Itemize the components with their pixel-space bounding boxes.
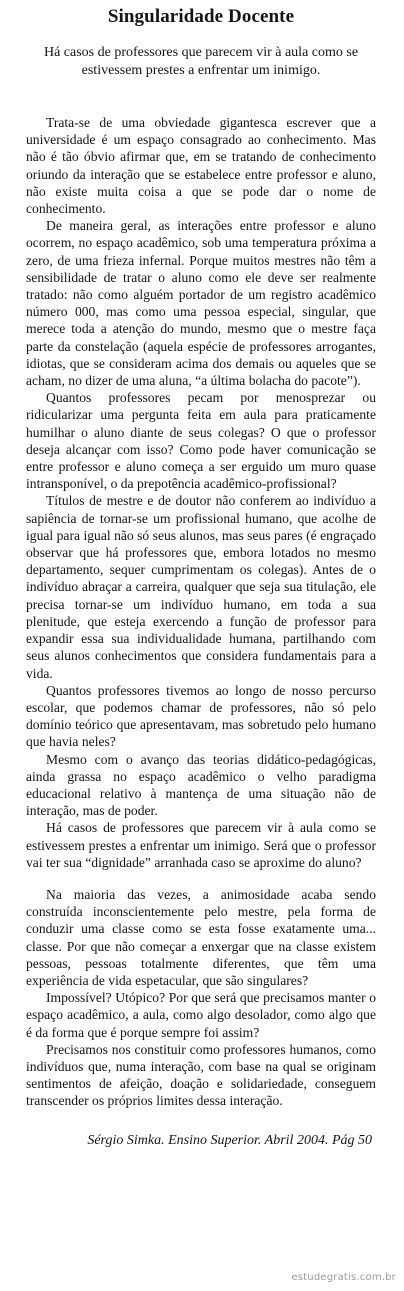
paragraph: Mesmo com o avanço das teorias didático-pedagógicas, ainda grassa no espaço acadêmico o velho paradigma educacional relativo à mantença de uma situação não de interação, mas de poder. [26, 751, 376, 819]
paragraph: Trata-se de uma obviedade gigantesca escrever que a universidade é um espaço consagrado ao conhecimento. Mas não é tão óbvio afirmar que, em se tratando de conhecimento oriundo da interação que se estabelece entre professor e aluno, não existe muita coisa a que se pode dar o nome de conhecimento. [26, 115, 376, 217]
paragraph: Precisamos nos constituir como professores humanos, como indivíduos que, numa interação, com base na qual se originam sentimentos de afeição, doação e solidariedade, conseguem transcender os próprios limites dessa interação. [26, 1041, 376, 1109]
site-watermark: estudegratis.com.br [291, 1272, 396, 1283]
paragraph: De maneira geral, as interações entre professor e aluno ocorrem, no espaço acadêmico, sob uma temperatura próxima a zero, de uma frieza infernal. Porque muitos mestres não têm a sensibilidade de tratar o aluno como ele deve ser realmente tratado: não como alguém portador de um registro acadêmico número 000, mas como uma pessoa especial, singular, que merece toda a atenção do mundo, mesmo que o mestre faça parte da constelação (aquela espécie de professores arrogantes, idiotas, que se consideram acima dos demais ou aqueles que se acham, no dizer de uma aluna, “a última bolacha do pacote”). [26, 218, 376, 389]
paragraph: Na maioria das vezes, a animosidade acaba sendo construída inconscientemente pelo mestre, pela forma de conduzir uma classe como se esta fosse exatamente uma... classe. Por que não começar a enxergar que na classe existem pessoas, pessoas totalmente diferentes, que têm uma experiência de vida espetacular, que são singulares? [26, 886, 376, 988]
article-body [26, 114, 376, 1110]
article-title: Singularidade Docente [107, 6, 295, 27]
paragraph: Títulos de mestre e de doutor não conferem ao indivíduo a sapiência de tornar-se um profissional humano, que acolhe de igual para igual não só seus alunos, mas seus pares (é engraçado observar que há professores que, embora lotados no mesmo departamento, sequer cumprimentam os colegas). Antes de o indivíduo abraçar a carreira, qualquer que seja sua titulação, ele precisa tornar-se um indivíduo humano, em toda a sua plenitude, que esteja exercendo a função de professor para expandir essa sua individualidade humana, partilhando com seus alunos conhecimentos que considera fundamentais para a vida. [26, 493, 376, 681]
paragraph: Impossível? Utópico? Por que será que precisamos manter o espaço acadêmico, a aula, como algo desolador, como algo que é da forma que é porque sempre foi assim? [26, 990, 376, 1040]
paragraph: Há casos de professores que parecem vir à aula como se estivessem prestes a enfrentar um inimigo. Será que o professor vai ter sua “dignidade” arranhada caso se aproxime do aluno? [26, 820, 376, 870]
article-source-citation: Sérgio Simka. Ensino Superior. Abril 2004. Pág 50 [87, 1132, 372, 1148]
paragraph: Quantos professores pecam por menosprezar ou ridicularizar uma pergunta feita em aula para praticamente humilhar o aluno diante de seus colegas? O que o professor deseja alcançar com isso? Como pode haver comunicação se entre professor e aluno começa a ser erguido um muro quase intransponível, o da prepotência acadêmico-profissional? [26, 390, 376, 492]
paragraph: Quantos professores tivemos ao longo de nosso percurso escolar, que podemos chamar de professores, não só pelo domínio teórico que apresentavam, mas sobretudo pelo humano que havia neles? [26, 682, 376, 750]
article-epigraph: Há casos de professores que parecem vir à aula como se estivessem prestes a enfrentar um inimigo. [43, 45, 359, 78]
